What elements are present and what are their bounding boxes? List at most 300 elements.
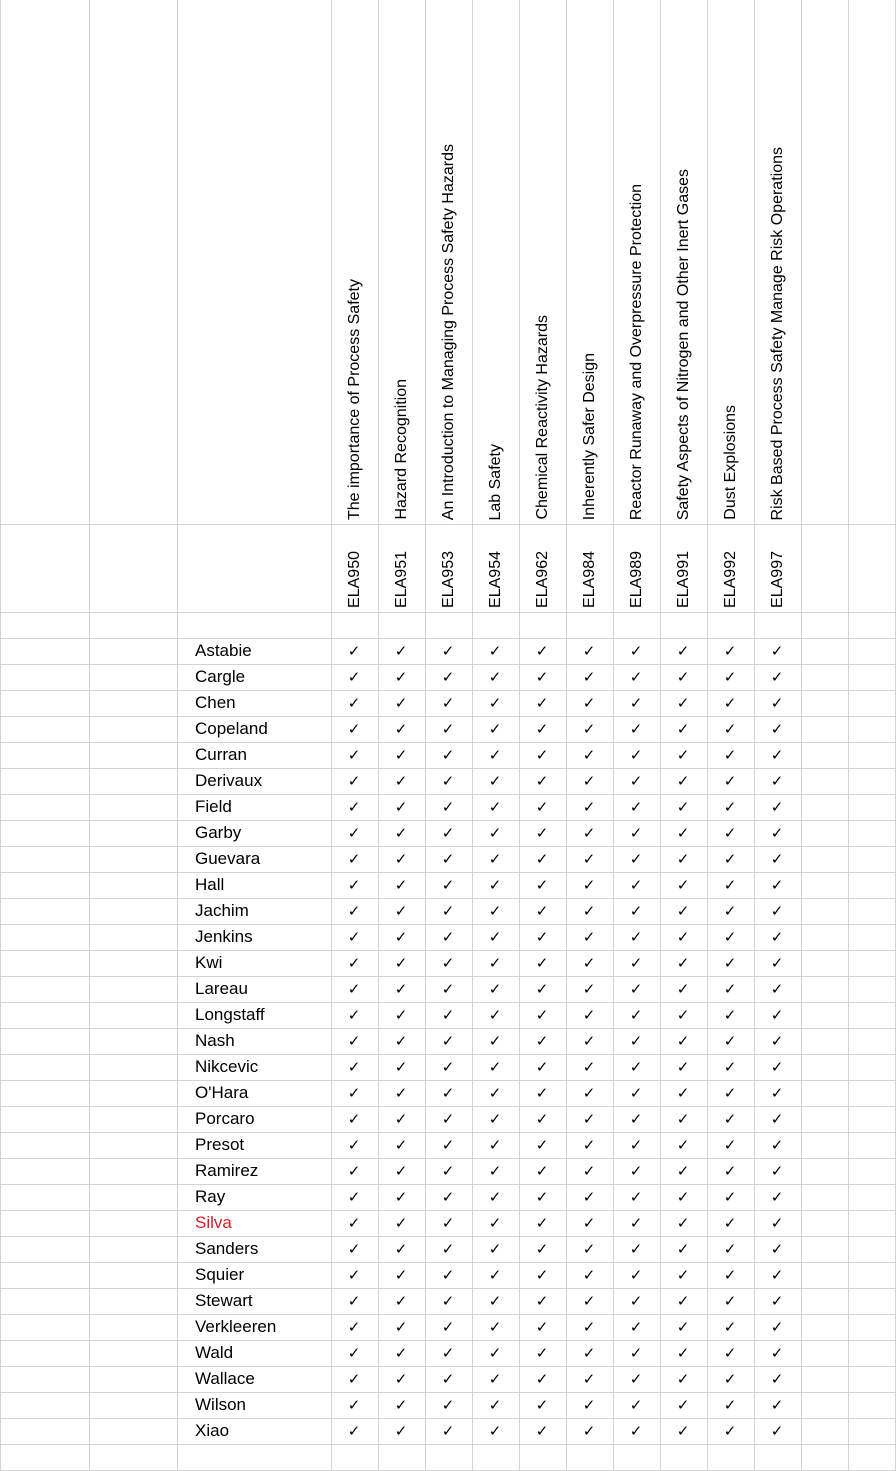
student-name-cell[interactable]: O'Hara (195, 1083, 249, 1102)
student-name-cell[interactable]: Kwi (195, 953, 223, 972)
completion-check-cell[interactable]: ✓ (394, 876, 408, 894)
completion-check-cell[interactable]: ✓ (347, 1318, 361, 1336)
completion-check-cell[interactable]: ✓ (676, 1344, 690, 1362)
completion-check-cell[interactable]: ✓ (676, 824, 690, 842)
completion-check-cell[interactable]: ✓ (347, 850, 361, 868)
completion-check-cell[interactable]: ✓ (676, 746, 690, 764)
student-name-cell[interactable]: Presot (195, 1135, 245, 1154)
completion-check-cell[interactable]: ✓ (488, 694, 502, 712)
completion-check-cell[interactable]: ✓ (629, 1188, 643, 1206)
completion-check-cell[interactable]: ✓ (488, 1318, 502, 1336)
completion-check-cell[interactable]: ✓ (629, 1292, 643, 1310)
completion-check-cell[interactable]: ✓ (488, 668, 502, 686)
completion-check-cell[interactable]: ✓ (676, 772, 690, 790)
completion-check-cell[interactable]: ✓ (394, 642, 408, 660)
completion-check-cell[interactable]: ✓ (770, 772, 784, 790)
completion-check-cell[interactable]: ✓ (676, 1058, 690, 1076)
course-title-header[interactable]: Reactor Runaway and Overpressure Protection (628, 183, 645, 520)
course-code-header[interactable]: ELA962 (534, 551, 551, 608)
completion-check-cell[interactable]: ✓ (629, 1240, 643, 1258)
completion-check-cell[interactable]: ✓ (582, 668, 596, 686)
completion-check-cell[interactable]: ✓ (441, 1084, 455, 1102)
course-title-header[interactable]: Lab Safety (487, 443, 504, 520)
student-name-cell[interactable]: Chen (195, 693, 236, 712)
completion-check-cell[interactable]: ✓ (770, 980, 784, 998)
completion-check-cell[interactable]: ✓ (723, 1370, 737, 1388)
completion-check-cell[interactable]: ✓ (535, 720, 549, 738)
completion-check-cell[interactable]: ✓ (582, 1084, 596, 1102)
completion-check-cell[interactable]: ✓ (488, 1396, 502, 1414)
completion-check-cell[interactable]: ✓ (441, 798, 455, 816)
completion-check-cell[interactable]: ✓ (535, 642, 549, 660)
completion-check-cell[interactable]: ✓ (582, 980, 596, 998)
student-name-cell[interactable]: Ray (195, 1187, 226, 1206)
completion-check-cell[interactable]: ✓ (676, 876, 690, 894)
completion-check-cell[interactable]: ✓ (441, 980, 455, 998)
completion-check-cell[interactable]: ✓ (441, 746, 455, 764)
completion-check-cell[interactable]: ✓ (582, 798, 596, 816)
completion-check-cell[interactable]: ✓ (394, 1318, 408, 1336)
completion-check-cell[interactable]: ✓ (488, 1292, 502, 1310)
completion-check-cell[interactable]: ✓ (723, 1110, 737, 1128)
completion-check-cell[interactable]: ✓ (488, 954, 502, 972)
completion-check-cell[interactable]: ✓ (582, 824, 596, 842)
completion-check-cell[interactable]: ✓ (535, 694, 549, 712)
completion-check-cell[interactable]: ✓ (347, 1396, 361, 1414)
completion-check-cell[interactable]: ✓ (488, 928, 502, 946)
student-name-cell[interactable]: Longstaff (195, 1005, 265, 1024)
completion-check-cell[interactable]: ✓ (770, 1006, 784, 1024)
completion-check-cell[interactable]: ✓ (676, 1214, 690, 1232)
completion-check-cell[interactable]: ✓ (441, 850, 455, 868)
completion-check-cell[interactable]: ✓ (394, 980, 408, 998)
completion-check-cell[interactable]: ✓ (770, 1396, 784, 1414)
completion-check-cell[interactable]: ✓ (770, 1084, 784, 1102)
completion-check-cell[interactable]: ✓ (676, 1396, 690, 1414)
completion-check-cell[interactable]: ✓ (441, 1032, 455, 1050)
completion-check-cell[interactable]: ✓ (347, 1032, 361, 1050)
completion-check-cell[interactable]: ✓ (629, 1318, 643, 1336)
completion-check-cell[interactable]: ✓ (676, 668, 690, 686)
completion-check-cell[interactable]: ✓ (582, 694, 596, 712)
completion-check-cell[interactable]: ✓ (535, 1240, 549, 1258)
completion-check-cell[interactable]: ✓ (441, 1370, 455, 1388)
completion-check-cell[interactable]: ✓ (535, 1110, 549, 1128)
completion-check-cell[interactable]: ✓ (723, 850, 737, 868)
completion-check-cell[interactable]: ✓ (394, 850, 408, 868)
completion-check-cell[interactable]: ✓ (676, 928, 690, 946)
completion-check-cell[interactable]: ✓ (629, 642, 643, 660)
completion-check-cell[interactable]: ✓ (676, 1188, 690, 1206)
completion-check-cell[interactable]: ✓ (676, 850, 690, 868)
completion-check-cell[interactable]: ✓ (582, 1110, 596, 1128)
completion-check-cell[interactable]: ✓ (629, 1084, 643, 1102)
completion-check-cell[interactable]: ✓ (676, 1292, 690, 1310)
student-name-cell[interactable]: Wald (195, 1343, 234, 1362)
completion-check-cell[interactable]: ✓ (676, 642, 690, 660)
completion-check-cell[interactable]: ✓ (629, 1396, 643, 1414)
completion-check-cell[interactable]: ✓ (347, 1136, 361, 1154)
completion-check-cell[interactable]: ✓ (347, 1266, 361, 1284)
course-title-header[interactable]: An Introduction to Managing Process Safety Hazards (440, 143, 457, 520)
completion-check-cell[interactable]: ✓ (488, 850, 502, 868)
completion-check-cell[interactable]: ✓ (582, 720, 596, 738)
completion-check-cell[interactable]: ✓ (347, 772, 361, 790)
completion-check-cell[interactable]: ✓ (441, 642, 455, 660)
completion-check-cell[interactable]: ✓ (394, 1240, 408, 1258)
completion-check-cell[interactable]: ✓ (394, 694, 408, 712)
completion-check-cell[interactable]: ✓ (535, 798, 549, 816)
completion-check-cell[interactable]: ✓ (347, 694, 361, 712)
completion-check-cell[interactable]: ✓ (347, 928, 361, 946)
course-title-header[interactable]: Risk Based Process Safety Manage Risk Operations (769, 146, 786, 520)
completion-check-cell[interactable]: ✓ (394, 798, 408, 816)
completion-check-cell[interactable]: ✓ (723, 954, 737, 972)
completion-check-cell[interactable]: ✓ (770, 954, 784, 972)
completion-check-cell[interactable]: ✓ (347, 720, 361, 738)
completion-check-cell[interactable]: ✓ (441, 1318, 455, 1336)
completion-check-cell[interactable]: ✓ (676, 1032, 690, 1050)
student-name-cell[interactable]: Hall (195, 875, 225, 894)
completion-check-cell[interactable]: ✓ (770, 720, 784, 738)
student-name-cell[interactable]: Jenkins (195, 927, 253, 946)
completion-check-cell[interactable]: ✓ (347, 668, 361, 686)
completion-check-cell[interactable]: ✓ (535, 980, 549, 998)
completion-check-cell[interactable]: ✓ (347, 1344, 361, 1362)
completion-check-cell[interactable]: ✓ (347, 1058, 361, 1076)
completion-check-cell[interactable]: ✓ (723, 1318, 737, 1336)
completion-check-cell[interactable]: ✓ (770, 1292, 784, 1310)
completion-check-cell[interactable]: ✓ (394, 1006, 408, 1024)
completion-check-cell[interactable]: ✓ (723, 1162, 737, 1180)
completion-check-cell[interactable]: ✓ (629, 1162, 643, 1180)
completion-check-cell[interactable]: ✓ (770, 1318, 784, 1336)
completion-check-cell[interactable]: ✓ (394, 1266, 408, 1284)
student-name-cell[interactable]: Guevara (195, 849, 261, 868)
completion-check-cell[interactable]: ✓ (394, 1370, 408, 1388)
completion-check-cell[interactable]: ✓ (441, 954, 455, 972)
completion-check-cell[interactable]: ✓ (629, 1214, 643, 1232)
completion-check-cell[interactable]: ✓ (770, 1370, 784, 1388)
completion-check-cell[interactable]: ✓ (629, 1266, 643, 1284)
completion-check-cell[interactable]: ✓ (676, 954, 690, 972)
completion-check-cell[interactable]: ✓ (770, 746, 784, 764)
completion-check-cell[interactable]: ✓ (535, 1396, 549, 1414)
completion-check-cell[interactable]: ✓ (770, 824, 784, 842)
completion-check-cell[interactable]: ✓ (347, 824, 361, 842)
completion-check-cell[interactable]: ✓ (535, 954, 549, 972)
course-title-header[interactable]: Hazard Recognition (393, 379, 410, 520)
completion-check-cell[interactable]: ✓ (394, 720, 408, 738)
course-code-header[interactable]: ELA950 (346, 551, 363, 608)
student-name-cell[interactable]: Nash (195, 1031, 235, 1050)
completion-check-cell[interactable]: ✓ (488, 1240, 502, 1258)
completion-check-cell[interactable]: ✓ (582, 642, 596, 660)
student-name-cell[interactable]: Astabie (195, 641, 252, 660)
completion-check-cell[interactable]: ✓ (723, 1240, 737, 1258)
completion-check-cell[interactable]: ✓ (394, 1188, 408, 1206)
completion-check-cell[interactable]: ✓ (770, 850, 784, 868)
completion-check-cell[interactable]: ✓ (676, 1006, 690, 1024)
completion-check-cell[interactable]: ✓ (770, 1188, 784, 1206)
completion-check-cell[interactable]: ✓ (535, 746, 549, 764)
completion-check-cell[interactable]: ✓ (582, 1032, 596, 1050)
completion-check-cell[interactable]: ✓ (676, 720, 690, 738)
completion-check-cell[interactable]: ✓ (441, 876, 455, 894)
completion-check-cell[interactable]: ✓ (441, 928, 455, 946)
completion-check-cell[interactable]: ✓ (582, 746, 596, 764)
student-name-cell[interactable]: Ramirez (195, 1161, 259, 1180)
completion-check-cell[interactable]: ✓ (582, 1214, 596, 1232)
completion-check-cell[interactable]: ✓ (488, 1266, 502, 1284)
completion-check-cell[interactable]: ✓ (441, 1266, 455, 1284)
completion-check-cell[interactable]: ✓ (582, 1162, 596, 1180)
student-name-cell[interactable]: Lareau (195, 979, 248, 998)
completion-check-cell[interactable]: ✓ (394, 1422, 408, 1440)
student-name-cell[interactable]: Field (195, 797, 232, 816)
completion-check-cell[interactable]: ✓ (629, 954, 643, 972)
completion-check-cell[interactable]: ✓ (488, 902, 502, 920)
completion-check-cell[interactable]: ✓ (347, 1214, 361, 1232)
completion-check-cell[interactable]: ✓ (676, 902, 690, 920)
student-name-cell[interactable]: Derivaux (195, 771, 263, 790)
completion-check-cell[interactable]: ✓ (535, 1266, 549, 1284)
completion-check-cell[interactable]: ✓ (770, 1032, 784, 1050)
completion-check-cell[interactable]: ✓ (723, 1188, 737, 1206)
completion-check-cell[interactable]: ✓ (441, 1188, 455, 1206)
completion-check-cell[interactable]: ✓ (770, 1214, 784, 1232)
course-code-header[interactable]: ELA991 (675, 551, 692, 608)
completion-check-cell[interactable]: ✓ (629, 876, 643, 894)
student-name-cell[interactable]: Porcaro (195, 1109, 255, 1128)
student-name-cell[interactable]: Verkleeren (195, 1317, 277, 1336)
student-name-cell[interactable]: Jachim (195, 901, 249, 920)
completion-check-cell[interactable]: ✓ (535, 1084, 549, 1102)
course-code-header[interactable]: ELA997 (769, 551, 786, 608)
completion-check-cell[interactable]: ✓ (535, 1162, 549, 1180)
completion-check-cell[interactable]: ✓ (488, 824, 502, 842)
completion-check-cell[interactable]: ✓ (535, 1292, 549, 1310)
completion-check-cell[interactable]: ✓ (347, 1162, 361, 1180)
completion-check-cell[interactable]: ✓ (488, 642, 502, 660)
completion-check-cell[interactable]: ✓ (770, 1266, 784, 1284)
completion-check-cell[interactable]: ✓ (629, 1422, 643, 1440)
student-name-cell[interactable]: Copeland (195, 719, 268, 738)
completion-check-cell[interactable]: ✓ (488, 1344, 502, 1362)
completion-check-cell[interactable]: ✓ (723, 1214, 737, 1232)
completion-check-cell[interactable]: ✓ (629, 1370, 643, 1388)
course-code-header[interactable]: ELA984 (581, 551, 598, 608)
completion-check-cell[interactable]: ✓ (629, 850, 643, 868)
student-name-cell[interactable]: Garby (195, 823, 242, 842)
completion-check-cell[interactable]: ✓ (441, 824, 455, 842)
completion-check-cell[interactable]: ✓ (488, 798, 502, 816)
completion-check-cell[interactable]: ✓ (723, 668, 737, 686)
completion-check-cell[interactable]: ✓ (488, 1110, 502, 1128)
completion-check-cell[interactable]: ✓ (488, 1370, 502, 1388)
completion-check-cell[interactable]: ✓ (629, 1006, 643, 1024)
completion-check-cell[interactable]: ✓ (488, 1006, 502, 1024)
completion-check-cell[interactable]: ✓ (535, 1318, 549, 1336)
completion-check-cell[interactable]: ✓ (394, 746, 408, 764)
completion-check-cell[interactable]: ✓ (582, 1058, 596, 1076)
student-name-cell[interactable]: Stewart (195, 1291, 253, 1310)
completion-check-cell[interactable]: ✓ (347, 902, 361, 920)
completion-check-cell[interactable]: ✓ (441, 1422, 455, 1440)
completion-check-cell[interactable]: ✓ (535, 668, 549, 686)
completion-check-cell[interactable]: ✓ (441, 694, 455, 712)
completion-check-cell[interactable]: ✓ (347, 1422, 361, 1440)
completion-check-cell[interactable]: ✓ (441, 1292, 455, 1310)
completion-check-cell[interactable]: ✓ (629, 928, 643, 946)
course-code-header[interactable]: ELA954 (487, 551, 504, 608)
student-name-cell[interactable]: Xiao (195, 1421, 230, 1440)
completion-check-cell[interactable]: ✓ (676, 980, 690, 998)
course-title-header[interactable]: Safety Aspects of Nitrogen and Other Inert Gases (675, 168, 692, 520)
completion-check-cell[interactable]: ✓ (394, 1162, 408, 1180)
completion-check-cell[interactable]: ✓ (582, 1370, 596, 1388)
completion-check-cell[interactable]: ✓ (347, 1188, 361, 1206)
completion-check-cell[interactable]: ✓ (441, 1110, 455, 1128)
course-code-header[interactable]: ELA953 (440, 551, 457, 608)
completion-check-cell[interactable]: ✓ (770, 876, 784, 894)
completion-check-cell[interactable]: ✓ (582, 876, 596, 894)
completion-check-cell[interactable]: ✓ (441, 720, 455, 738)
completion-check-cell[interactable]: ✓ (535, 1214, 549, 1232)
completion-check-cell[interactable]: ✓ (770, 798, 784, 816)
course-title-header[interactable]: The importance of Process Safety (346, 279, 363, 520)
completion-check-cell[interactable]: ✓ (629, 1136, 643, 1154)
completion-check-cell[interactable]: ✓ (676, 1240, 690, 1258)
completion-check-cell[interactable]: ✓ (441, 1344, 455, 1362)
student-name-cell[interactable]: Silva (195, 1213, 232, 1232)
completion-check-cell[interactable]: ✓ (582, 1344, 596, 1362)
completion-check-cell[interactable]: ✓ (535, 1032, 549, 1050)
completion-check-cell[interactable]: ✓ (394, 1110, 408, 1128)
completion-check-cell[interactable]: ✓ (488, 720, 502, 738)
completion-check-cell[interactable]: ✓ (629, 798, 643, 816)
completion-check-cell[interactable]: ✓ (723, 1422, 737, 1440)
completion-check-cell[interactable]: ✓ (723, 902, 737, 920)
completion-check-cell[interactable]: ✓ (394, 772, 408, 790)
completion-check-cell[interactable]: ✓ (441, 1136, 455, 1154)
course-code-header[interactable]: ELA989 (628, 551, 645, 608)
completion-check-cell[interactable]: ✓ (723, 1084, 737, 1102)
completion-check-cell[interactable]: ✓ (723, 1058, 737, 1076)
completion-check-cell[interactable]: ✓ (535, 1136, 549, 1154)
completion-check-cell[interactable]: ✓ (629, 1058, 643, 1076)
completion-check-cell[interactable]: ✓ (582, 1136, 596, 1154)
completion-check-cell[interactable]: ✓ (535, 876, 549, 894)
completion-check-cell[interactable]: ✓ (723, 980, 737, 998)
completion-check-cell[interactable]: ✓ (629, 824, 643, 842)
completion-check-cell[interactable]: ✓ (394, 824, 408, 842)
completion-check-cell[interactable]: ✓ (676, 1084, 690, 1102)
completion-check-cell[interactable]: ✓ (488, 1188, 502, 1206)
completion-check-cell[interactable]: ✓ (723, 694, 737, 712)
completion-check-cell[interactable]: ✓ (347, 642, 361, 660)
completion-check-cell[interactable]: ✓ (488, 876, 502, 894)
completion-check-cell[interactable]: ✓ (535, 850, 549, 868)
completion-check-cell[interactable]: ✓ (347, 1370, 361, 1388)
completion-check-cell[interactable]: ✓ (394, 902, 408, 920)
completion-check-cell[interactable]: ✓ (488, 1422, 502, 1440)
course-title-header[interactable]: Chemical Reactivity Hazards (534, 315, 551, 520)
completion-check-cell[interactable]: ✓ (676, 1110, 690, 1128)
completion-check-cell[interactable]: ✓ (394, 1292, 408, 1310)
completion-check-cell[interactable]: ✓ (770, 668, 784, 686)
completion-check-cell[interactable]: ✓ (582, 1396, 596, 1414)
completion-check-cell[interactable]: ✓ (582, 1292, 596, 1310)
completion-check-cell[interactable]: ✓ (535, 1344, 549, 1362)
completion-check-cell[interactable]: ✓ (535, 1422, 549, 1440)
completion-check-cell[interactable]: ✓ (535, 1058, 549, 1076)
completion-check-cell[interactable]: ✓ (770, 902, 784, 920)
completion-check-cell[interactable]: ✓ (629, 668, 643, 686)
completion-check-cell[interactable]: ✓ (441, 1058, 455, 1076)
completion-check-cell[interactable]: ✓ (347, 1240, 361, 1258)
completion-check-cell[interactable]: ✓ (676, 1136, 690, 1154)
completion-check-cell[interactable]: ✓ (676, 1318, 690, 1336)
completion-check-cell[interactable]: ✓ (441, 1396, 455, 1414)
completion-check-cell[interactable]: ✓ (394, 1058, 408, 1076)
completion-check-cell[interactable]: ✓ (582, 772, 596, 790)
completion-check-cell[interactable]: ✓ (535, 902, 549, 920)
completion-check-cell[interactable]: ✓ (394, 1032, 408, 1050)
completion-check-cell[interactable]: ✓ (723, 1006, 737, 1024)
completion-check-cell[interactable]: ✓ (488, 772, 502, 790)
completion-check-cell[interactable]: ✓ (394, 928, 408, 946)
completion-check-cell[interactable]: ✓ (676, 1162, 690, 1180)
completion-check-cell[interactable]: ✓ (582, 1422, 596, 1440)
completion-check-cell[interactable]: ✓ (582, 1240, 596, 1258)
completion-check-cell[interactable]: ✓ (441, 772, 455, 790)
completion-check-cell[interactable]: ✓ (347, 746, 361, 764)
student-name-cell[interactable]: Nikcevic (195, 1057, 259, 1076)
course-code-header[interactable]: ELA992 (722, 551, 739, 608)
completion-check-cell[interactable]: ✓ (629, 720, 643, 738)
completion-check-cell[interactable]: ✓ (582, 902, 596, 920)
completion-check-cell[interactable]: ✓ (770, 1136, 784, 1154)
completion-check-cell[interactable]: ✓ (347, 798, 361, 816)
completion-check-cell[interactable]: ✓ (535, 1188, 549, 1206)
completion-check-cell[interactable]: ✓ (629, 902, 643, 920)
completion-check-cell[interactable]: ✓ (582, 1266, 596, 1284)
completion-check-cell[interactable]: ✓ (394, 954, 408, 972)
completion-check-cell[interactable]: ✓ (394, 1214, 408, 1232)
completion-check-cell[interactable]: ✓ (629, 980, 643, 998)
completion-check-cell[interactable]: ✓ (770, 1058, 784, 1076)
completion-check-cell[interactable]: ✓ (535, 1006, 549, 1024)
completion-check-cell[interactable]: ✓ (629, 1110, 643, 1128)
completion-check-cell[interactable]: ✓ (347, 1110, 361, 1128)
completion-check-cell[interactable]: ✓ (535, 1370, 549, 1388)
completion-check-cell[interactable]: ✓ (441, 668, 455, 686)
completion-check-cell[interactable]: ✓ (770, 1110, 784, 1128)
completion-check-cell[interactable]: ✓ (723, 876, 737, 894)
completion-check-cell[interactable]: ✓ (770, 642, 784, 660)
completion-check-cell[interactable]: ✓ (582, 1318, 596, 1336)
completion-check-cell[interactable]: ✓ (394, 1084, 408, 1102)
completion-check-cell[interactable]: ✓ (394, 668, 408, 686)
completion-check-cell[interactable]: ✓ (629, 694, 643, 712)
completion-check-cell[interactable]: ✓ (770, 694, 784, 712)
completion-check-cell[interactable]: ✓ (629, 1344, 643, 1362)
completion-check-cell[interactable]: ✓ (770, 1344, 784, 1362)
completion-check-cell[interactable]: ✓ (723, 1032, 737, 1050)
student-name-cell[interactable]: Wilson (195, 1395, 247, 1414)
completion-check-cell[interactable]: ✓ (723, 772, 737, 790)
